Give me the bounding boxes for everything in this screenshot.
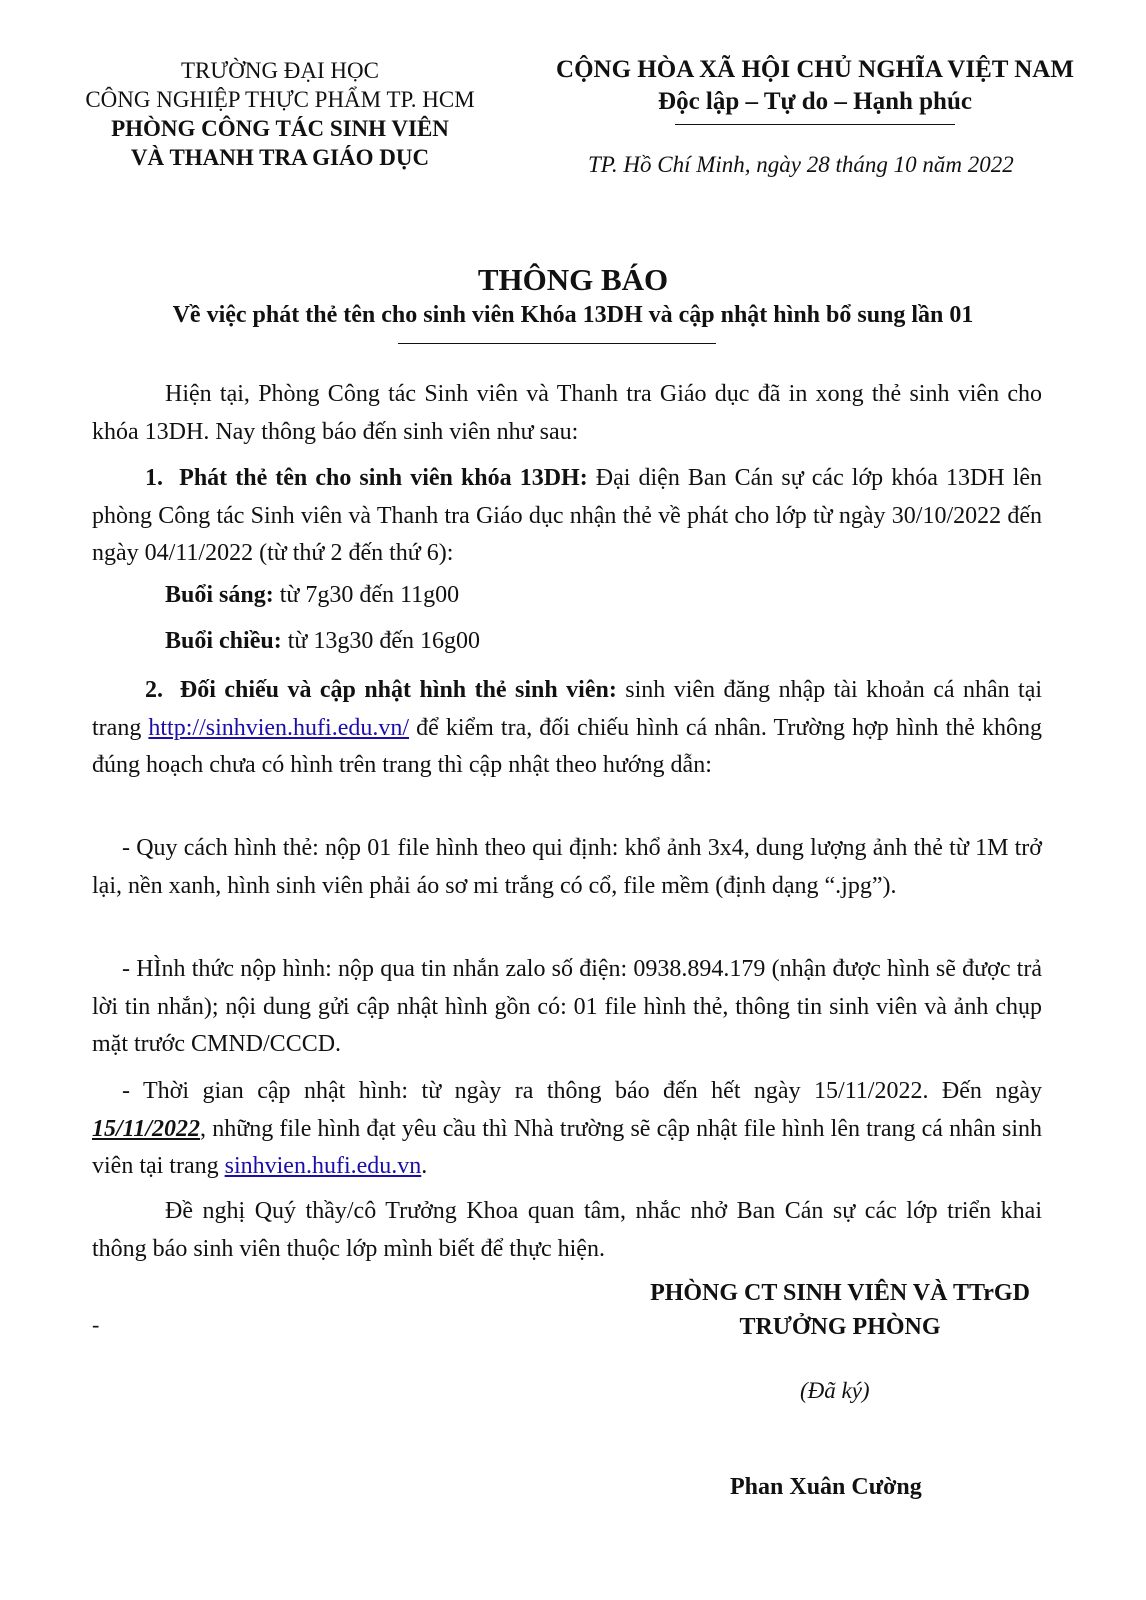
nation-name: CỘNG HÒA XÃ HỘI CHỦ NGHĨA VIỆT NAM [556,56,1074,83]
signing-department: PHÒNG CT SINH VIÊN VÀ TTrGD [650,1280,1030,1306]
morning-label: Buổi sáng: [165,582,274,608]
signed-note: (Đã ký) [800,1378,870,1403]
national-header [520,54,1110,118]
org-line-1: TRƯỜNG ĐẠI HỌC [180,58,379,83]
afternoon-label: Buổi chiều: [165,628,282,654]
intro-paragraph: Hiện tại, Phòng Công tác Sinh viên và Thanh tra Giáo dục đã in xong thẻ sinh viên cho khóa 13DH. Nay thông báo đến sinh viên như sau: [92,381,1042,445]
closing-paragraph: Đề nghị Quý thầy/cô Trưởng Khoa quan tâm, nhắc nhở Ban Cán sự các lớp triển khai thông báo sinh viên thuộc lớp mình biết để thực hiện. [92,1198,1042,1262]
document-title: THÔNG BÁO [477,262,669,297]
signature-block [580,1276,1100,1344]
bullet-photo-spec: - Quy cách hình thẻ: nộp 01 file hình theo qui định: khổ ảnh 3x4, dung lượng ảnh thẻ từ 1M trở lại, nền xanh, hình sinh viên phải áo sơ mi trắng có cổ, file mềm (định dạng “.jpg”). [92,835,1042,899]
issue-date: TP. Hồ Chí Minh, ngày 28 tháng 10 năm 2022 [588,152,1014,177]
document-subtitle: Về việc phát thẻ tên cho sinh viên Khóa 13DH và cập nhật hình bổ sung lần 01 [172,302,974,328]
afternoon-time: từ 13g30 đến 16g00 [281,628,481,654]
bullet-update-time [92,1073,1042,1186]
motto-underline [675,124,955,125]
item-2-text-a: sinh viên đăng nhập tài khoản cá nhân tại trang [92,677,1043,741]
student-portal-link[interactable]: http://sinhvien.hufi.edu.vn/ [148,714,410,741]
org-line-2: CÔNG NGHIỆP THỰC PHẨM TP. HCM [85,87,475,112]
item-1-heading: Phát thẻ tên cho sinh viên khóa 13DH: [179,465,588,491]
signer-role: TRƯỞNG PHÒNG [739,1314,941,1340]
issuing-organization [30,56,530,172]
org-line-3: PHÒNG CÔNG TÁC SINH VIÊN [111,116,449,141]
item-1 [92,460,1042,573]
item-2-heading: Đối chiếu và cập nhật hình thẻ sinh viên: [179,677,617,703]
signer-name: Phan Xuân Cường [730,1474,922,1500]
bullet-3-text-c: . [421,1153,428,1179]
afternoon-hours [165,628,480,655]
item-2 [92,672,1042,785]
subtitle-underline [398,343,716,344]
item-2-text-b: để kiểm tra, đối chiếu hình cá nhân. Trường hợp hình thẻ không đúng hoạch chưa có hình trên trang thì cập nhật theo hướng dẫn: [92,714,1042,778]
bullet-submission-method: - HÌnh thức nộp hình: nộp qua tin nhắn zalo số điện: 0938.894.179 (nhận được hình sẽ được trả lời tin nhắn); nội dung gửi cập nhật hình gồn có: 01 file hình thẻ, thông tin sinh viên và ảnh chụp mặt trước CMND/CCCD. [92,956,1042,1057]
student-site-link[interactable]: sinhvien.hufi.edu.vn [224,1153,422,1179]
motto: Độc lập – Tự do – Hạnh phúc [658,88,972,115]
morning-hours [165,582,459,609]
deadline-date: 15/11/2022 [92,1115,201,1142]
item-2-number: 2. [145,677,163,703]
morning-time: từ 7g30 đến 11g00 [273,582,460,608]
item-1-number: 1. [145,465,163,491]
org-line-4: VÀ THANH TRA GIÁO DỤC [130,145,430,170]
item-1-text: Đại diện Ban Cán sự các lớp khóa 13DH lên phòng Công tác Sinh viên và Thanh tra Giáo dục nhận thẻ về phát cho lớp từ ngày 30/10/2022 đến ngày 04/11/2022 (từ thứ 2 đến thứ 6): [92,465,1043,566]
bullet-3-text-a: - Thời gian cập nhật hình: từ ngày ra thông báo đến hết ngày 15/11/2022. Đến ngày [122,1078,1042,1104]
stray-dash: - [92,1312,100,1337]
bullet-3-text-b: , những file hình đạt yêu cầu thì Nhà trường sẽ cập nhật file hình lên trang cá nhân sinh viên tại trang [92,1115,1042,1179]
